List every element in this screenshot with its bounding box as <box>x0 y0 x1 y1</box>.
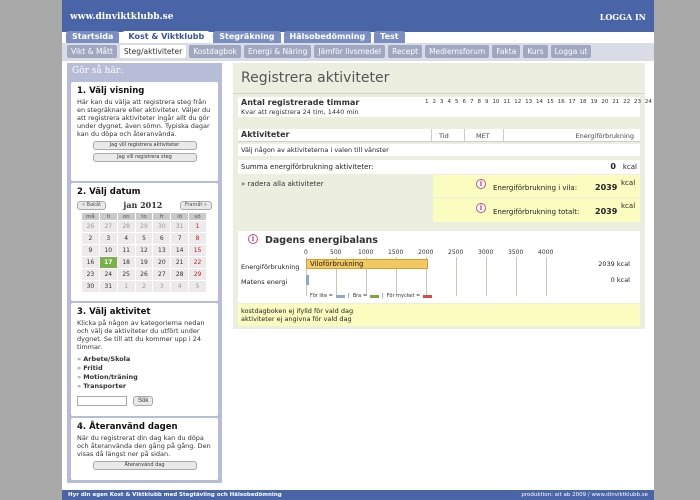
page-frame <box>62 0 654 500</box>
site-logo[interactable]: www.dinviktklubb.se <box>70 12 174 22</box>
calendar-day[interactable]: 8 <box>189 233 207 245</box>
legend-high-swatch <box>423 295 432 298</box>
activity-sum-row <box>238 160 640 174</box>
sum-unit: kcal <box>622 163 637 171</box>
hour-tick: 18 <box>579 99 587 105</box>
total-energy-unit: kcal <box>621 202 636 210</box>
login-link[interactable]: LOGGA IN <box>599 12 646 22</box>
arrow-icon: » <box>77 382 82 390</box>
notice-activities: aktiviteter ej angivna för vald dag <box>241 315 352 323</box>
subtab-jamfor-livsmedel[interactable]: Jämför livsmedel <box>314 45 385 58</box>
rest-energy-bar <box>306 259 428 269</box>
legend-ok-swatch <box>370 295 379 298</box>
sum-label: Summa energiförbrukning aktiviteter: <box>241 163 374 171</box>
energy-legend: För lite = | Bra = | För mycket = <box>310 293 432 299</box>
energy-balance-box <box>238 231 640 303</box>
calendar-day[interactable]: 1 <box>189 221 207 233</box>
hour-tick: 15 <box>546 99 554 105</box>
calendar-month: jan 2012 <box>123 200 163 210</box>
hour-tick: 12 <box>514 99 522 105</box>
register-activities-button[interactable]: Jag vill registrera aktiviteter <box>93 141 197 150</box>
calendar-weekday: on <box>117 213 135 221</box>
hour-tick: 17 <box>568 99 576 105</box>
calendar-weekday: fr <box>153 213 171 221</box>
subtab-steg-aktiviteter[interactable]: Steg/aktiviteter <box>120 45 186 58</box>
hour-tick: 14 <box>536 99 543 105</box>
scale-tick: 0 <box>304 249 308 256</box>
calendar-day[interactable]: 22 <box>189 257 207 269</box>
activity-search-input[interactable] <box>77 396 127 406</box>
scale-tick: 1500 <box>388 249 404 256</box>
rest-energy-value: 2039 <box>595 183 618 192</box>
calendar-day[interactable]: 27 <box>99 221 117 233</box>
calendar <box>81 212 207 293</box>
tab-halsobedomning[interactable]: Hälsobedömning <box>284 31 372 43</box>
energy-use-value: 2039 kcal <box>598 260 630 268</box>
calendar-day[interactable]: 13 <box>153 245 171 257</box>
category-transporter[interactable]: » Transporter <box>77 382 127 390</box>
main-tabs <box>66 31 405 43</box>
info-icon[interactable]: i <box>476 203 486 213</box>
step2-box <box>71 183 218 301</box>
grid-line <box>546 257 547 296</box>
subtab-fakta[interactable]: Fakta <box>492 45 520 58</box>
scale-tick: 3000 <box>478 249 494 256</box>
hour-tick: 5 <box>455 99 459 105</box>
step1-box <box>71 82 218 181</box>
subtab-logga-ut[interactable]: Logga ut <box>551 45 592 58</box>
scale-tick: 1000 <box>358 249 374 256</box>
footer-right-text: produktion: ait ab 2009 / www.dinviktklubb.se <box>521 492 648 498</box>
calendar-day[interactable]: 24 <box>99 269 117 281</box>
food-energy-value: 0 kcal <box>610 276 630 284</box>
calendar-day[interactable]: 10 <box>99 245 117 257</box>
column-divider <box>503 129 504 142</box>
calendar-day[interactable]: 3 <box>153 281 171 293</box>
food-energy-bar <box>306 275 309 285</box>
legend-low-label: För lite = <box>310 293 333 299</box>
scale-tick: 2500 <box>448 249 464 256</box>
legend-ok-label: Bra = <box>352 293 368 299</box>
calendar-day[interactable]: 2 <box>82 233 100 245</box>
calendar-day[interactable]: 3 <box>99 233 117 245</box>
step4-box <box>71 418 218 480</box>
activity-column-header: Aktiviteter <box>241 130 290 139</box>
main-panel <box>233 63 652 329</box>
step3-box <box>71 303 218 416</box>
calendar-day[interactable]: 25 <box>117 269 135 281</box>
subtab-energi-naring[interactable]: Energi & Näring <box>244 45 311 58</box>
calendar-day[interactable]: 12 <box>135 245 153 257</box>
tab-startsida[interactable]: Startsida <box>66 31 119 43</box>
hour-tick: 1 <box>425 99 429 105</box>
tab-stegrakning[interactable]: Stegräkning <box>213 31 280 43</box>
hour-tick: 9 <box>485 99 489 105</box>
notice-food-diary: kostdagboken ej ifylld för vald dag <box>241 307 354 315</box>
footer-left-text: Hyr din egen Kost & Viktklubb med Stegtävling och Hälsobedömning <box>68 492 282 498</box>
scale-tick: 4000 <box>538 249 554 256</box>
activity-search-button[interactable]: Sök <box>133 396 153 406</box>
hour-tick: 3 <box>440 99 444 105</box>
calendar-day[interactable]: 18 <box>117 257 135 269</box>
category-arbete-skola[interactable]: » Arbete/Skola <box>77 355 131 363</box>
activity-search <box>77 396 212 406</box>
scale-tick: 3500 <box>508 249 524 256</box>
calendar-day[interactable]: 29 <box>189 269 207 281</box>
sidebar-heading: Gör så här: <box>72 66 124 76</box>
hours-scale <box>423 99 654 105</box>
tab-kost-viktklubb[interactable]: Kost & Viktklubb <box>122 31 210 43</box>
energy-balance-title: Dagens energibalans <box>265 235 378 246</box>
calendar-day[interactable]: 4 <box>117 233 135 245</box>
register-steps-button[interactable]: Jag vill registrera steg <box>93 153 197 162</box>
calendar-day[interactable]: 28 <box>117 221 135 233</box>
hour-tick: 21 <box>612 99 620 105</box>
calendar-day[interactable]: 5 <box>189 281 207 293</box>
title-divider <box>233 93 645 94</box>
calendar-day[interactable]: 23 <box>82 269 100 281</box>
top-bar <box>62 0 654 32</box>
remaining-hours-text: Kvar att registrera 24 tim, 1440 min <box>241 108 359 116</box>
choose-activity-text: Välj någon av aktiviteterna i valen till vänster <box>241 146 389 154</box>
column-divider <box>464 129 465 142</box>
calendar-day[interactable]: 2 <box>135 281 153 293</box>
food-energy-label: Matens energi <box>241 278 288 286</box>
calendar-day[interactable]: 31 <box>171 221 189 233</box>
remove-all-activities-link[interactable]: » radera alla aktiviteter <box>241 180 324 188</box>
instructions-sidebar <box>67 63 222 483</box>
subtab-vikt-matt[interactable]: Vikt & Mått <box>67 45 117 58</box>
legend-high-label: För mycket = <box>386 293 421 299</box>
arrow-icon: » <box>77 373 82 381</box>
calendar-weekday: lö <box>171 213 189 221</box>
calendar-day[interactable]: 20 <box>153 257 171 269</box>
time-column-header: Tid <box>439 132 449 140</box>
category-list <box>77 355 212 391</box>
calendar-day[interactable]: 26 <box>82 221 100 233</box>
grid-line <box>516 257 517 296</box>
subtab-kurs[interactable]: Kurs <box>523 45 547 58</box>
activity-empty-row <box>238 144 640 156</box>
activity-table-header <box>238 129 640 142</box>
total-energy-box <box>433 198 640 222</box>
registered-hours-label: Antal registrerade timmar <box>241 98 360 107</box>
subtab-kostdagbok[interactable]: Kostdagbok <box>189 45 241 58</box>
calendar-day[interactable]: 17 <box>99 257 117 269</box>
energy-scale <box>304 249 554 257</box>
energy-column-header: Energiförbrukning <box>575 132 634 140</box>
hour-tick: 2 <box>432 99 436 105</box>
calendar-day[interactable]: 6 <box>153 233 171 245</box>
arrow-icon: » <box>77 355 82 363</box>
calendar-day[interactable]: 21 <box>171 257 189 269</box>
info-icon[interactable]: i <box>248 234 258 244</box>
sum-value: 0 <box>610 162 616 171</box>
step1-title: 1. Välj visning <box>77 86 145 96</box>
hour-tick: 16 <box>557 99 565 105</box>
calendar-day[interactable]: 9 <box>82 245 100 257</box>
calendar-weekday: ti <box>99 213 117 221</box>
reuse-day-button[interactable]: Återanvänd dag <box>93 461 197 470</box>
step4-text: När du registrerat din dag kan du döpa och återanvända den gång på gång. Den visas då längst ner på sidan. <box>77 434 211 458</box>
arrow-icon: » <box>77 364 82 372</box>
rest-energy-box <box>433 175 640 197</box>
category-fritid[interactable]: » Fritid <box>77 364 103 372</box>
hour-tick: 4 <box>447 99 451 105</box>
registered-hours-box <box>238 97 652 117</box>
calendar-weekday: to <box>135 213 153 221</box>
calendar-day[interactable]: 31 <box>99 281 117 293</box>
calendar-day[interactable]: 30 <box>153 221 171 233</box>
scale-tick: 500 <box>330 249 342 256</box>
calendar-prev-button[interactable]: « Bakåt <box>77 201 106 210</box>
hour-tick: 20 <box>601 99 609 105</box>
info-icon[interactable]: i <box>476 179 486 189</box>
scale-tick: 2000 <box>418 249 434 256</box>
rest-energy-bar-label: Viloförbrukning <box>310 260 364 268</box>
sub-tabs <box>67 45 591 58</box>
step1-text: Här kan du välja att registrera steg från en stegräknare eller aktiviteter. Väljer du att registrera aktiviteter ingår allt du gör under dygnet, även sömn. Typiska dagar kan du döpa och återanvända. <box>77 98 211 138</box>
total-energy-value: 2039 <box>595 207 618 216</box>
calendar-weekday: må <box>82 213 100 221</box>
tab-test[interactable]: Test <box>374 31 404 43</box>
hour-tick: 7 <box>470 99 474 105</box>
hour-tick: 22 <box>623 99 631 105</box>
calendar-weekday: sö <box>189 213 207 221</box>
calendar-day[interactable]: 16 <box>82 257 100 269</box>
total-energy-label: Energiförbrukning totalt: <box>493 208 580 216</box>
category-motion-traning[interactable]: » Motion/träning <box>77 373 138 381</box>
calendar-day[interactable]: 15 <box>189 245 207 257</box>
hour-tick: 6 <box>462 99 466 105</box>
calendar-next-button[interactable]: Framåt » <box>180 201 212 210</box>
subtab-recept[interactable]: Recept <box>388 45 422 58</box>
notice-box <box>238 304 640 326</box>
step3-text: Klicka på någon av kategorierna nedan och välj de aktiviteter du utfört under dygnet. Se till att du kommer upp i 24 timmar. <box>77 319 205 351</box>
calendar-day[interactable]: 29 <box>135 221 153 233</box>
step4-title: 4. Återanvänd dagen <box>77 422 178 432</box>
legend-low-swatch <box>336 295 345 298</box>
calendar-day[interactable]: 19 <box>135 257 153 269</box>
step2-title: 2. Välj datum <box>77 187 141 197</box>
met-column-header: MET <box>476 132 490 140</box>
rest-energy-unit: kcal <box>621 179 636 187</box>
calendar-day[interactable]: 5 <box>135 233 153 245</box>
grid-line <box>486 257 487 296</box>
page-title: Registrera aktiviteter <box>241 70 390 86</box>
hour-tick: 23 <box>634 99 642 105</box>
calendar-day[interactable]: 7 <box>171 233 189 245</box>
calendar-day[interactable]: 14 <box>171 245 189 257</box>
calendar-day[interactable]: 4 <box>171 281 189 293</box>
hour-tick: 24 <box>644 99 652 105</box>
rest-energy-label: Energiförbrukning i vila: <box>493 184 578 192</box>
hour-tick: 8 <box>477 99 481 105</box>
calendar-header <box>77 200 212 210</box>
energy-use-label: Energiförbrukning <box>241 263 300 271</box>
calendar-day[interactable]: 27 <box>153 269 171 281</box>
step3-title: 3. Välj aktivitet <box>77 307 151 317</box>
hour-tick: 10 <box>492 99 500 105</box>
calendar-day[interactable]: 28 <box>171 269 189 281</box>
hour-tick: 11 <box>503 99 511 105</box>
hour-tick: 19 <box>590 99 598 105</box>
hour-tick: 13 <box>525 99 533 105</box>
calendar-day[interactable]: 11 <box>117 245 135 257</box>
calendar-day[interactable]: 30 <box>82 281 100 293</box>
calendar-day[interactable]: 1 <box>117 281 135 293</box>
column-divider <box>431 129 432 142</box>
subtab-medlemsforum[interactable]: Medlemsforum <box>425 45 489 58</box>
footer <box>62 490 654 500</box>
calendar-day[interactable]: 26 <box>135 269 153 281</box>
grid-line <box>456 257 457 296</box>
